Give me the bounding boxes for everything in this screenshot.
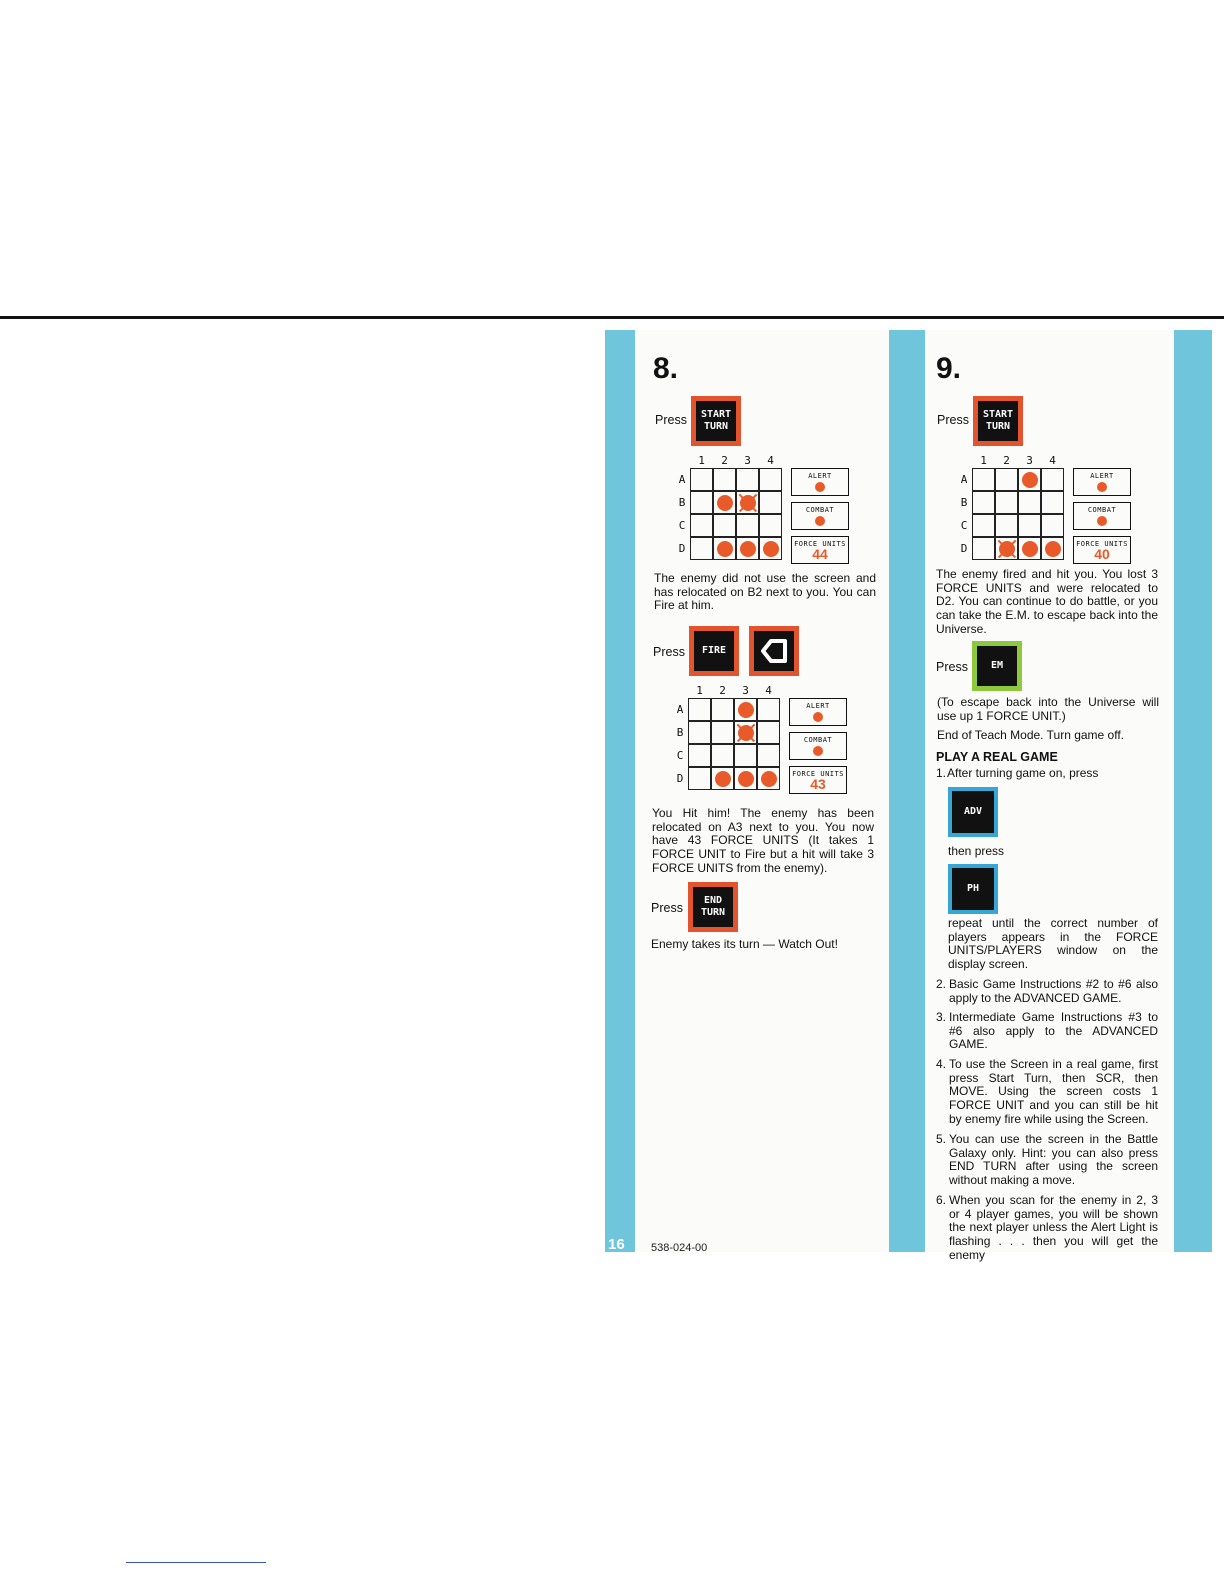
press-label: Press <box>651 901 683 915</box>
press-label: Press <box>653 645 685 659</box>
press-label: Press <box>655 413 687 427</box>
ship-marker <box>717 495 733 511</box>
grid-cell <box>688 744 711 767</box>
list-item-text: You can use the screen in the Battle Galaxy only. Hint: you can also press END TURN after using the screen without making a move. <box>949 1132 1158 1188</box>
ph-button[interactable]: PH <box>948 864 998 914</box>
force-units-value: 43 <box>810 776 826 792</box>
grid-cell <box>711 744 734 767</box>
grid-cell <box>734 744 757 767</box>
grid-cell <box>711 767 734 790</box>
right-blue-stripe <box>1174 330 1212 1252</box>
grid-cell <box>713 514 736 537</box>
grid-cell <box>713 468 736 491</box>
grid-cell <box>688 721 711 744</box>
force-units-panel <box>1073 536 1131 564</box>
panel-label: ALERT <box>806 702 830 710</box>
grid-cell <box>736 537 759 560</box>
board-step8-2 <box>674 684 854 796</box>
fire-button[interactable]: FIRE <box>689 626 739 676</box>
column-label: 1 <box>980 454 987 467</box>
column-label: 3 <box>1026 454 1033 467</box>
grid-cell <box>736 491 759 514</box>
ship-marker <box>761 771 777 787</box>
alert-panel <box>789 698 847 726</box>
row-label: A <box>960 473 968 486</box>
grid-cell <box>995 514 1018 537</box>
then-press-label: then press <box>948 844 1005 858</box>
grid-cell <box>1018 468 1041 491</box>
middle-blue-stripe <box>889 330 925 1252</box>
grid-cell <box>995 468 1018 491</box>
list-item: 1. After turning game on, press <box>936 766 1099 780</box>
ship-marker <box>763 541 779 557</box>
column-label: 2 <box>719 684 726 697</box>
ship-marker <box>1045 541 1061 557</box>
page-number: 16 <box>608 1236 625 1253</box>
alert-panel <box>1073 468 1131 496</box>
list-item-text: To use the Screen in a real game, first press Start Turn, then SCR, then MOVE. Using the screen costs 1 FORCE UNIT and you can still be hit by enemy fire while using the Screen. <box>949 1057 1158 1126</box>
row-label: D <box>678 542 686 555</box>
step8-text-2: You Hit him! The enemy has been relocated on A3 next to you. You now have 43 FORCE UNITS (It takes 1 FORCE UNIT to Fire but a hit will take 3 FORCE UNITS from the enemy). <box>652 806 874 875</box>
board-step8-1 <box>676 454 856 566</box>
grid-cell <box>1041 537 1064 560</box>
grid-cell <box>688 767 711 790</box>
grid-cell <box>757 744 780 767</box>
grid-cell <box>688 698 711 721</box>
grid-cell <box>972 514 995 537</box>
list-item-number: 5. <box>936 1132 947 1146</box>
section-heading: PLAY A REAL GAME <box>936 750 1058 764</box>
force-units-value: 44 <box>812 546 828 562</box>
grid-cell <box>972 468 995 491</box>
press-label: Press <box>936 660 968 674</box>
grid-cell <box>1018 514 1041 537</box>
row-label: C <box>678 519 686 532</box>
panel-label: FORCE UNITS <box>794 540 846 548</box>
arrow-left-icon <box>759 636 789 666</box>
grid-cell <box>1018 537 1041 560</box>
start-turn-button[interactable]: START TURN <box>973 396 1023 446</box>
end-turn-button[interactable]: END TURN <box>688 882 738 932</box>
column-label: 4 <box>1049 454 1056 467</box>
row-label: B <box>676 726 684 739</box>
grid-cell <box>972 491 995 514</box>
indicator-light <box>815 482 825 492</box>
board-step9-1 <box>958 454 1138 566</box>
em-button[interactable]: EM <box>972 641 1022 691</box>
ship-marker <box>740 495 756 511</box>
row-label: B <box>960 496 968 509</box>
grid-cell <box>713 491 736 514</box>
combat-panel <box>789 732 847 760</box>
indicator-light <box>1097 516 1107 526</box>
row-label: C <box>960 519 968 532</box>
row-label: D <box>676 772 684 785</box>
list-item-text: When you scan for the enemy in 2, 3 or 4 player games, you will be shown the next player unless the Alert Light is flashing . . . then you will get the enemy <box>949 1193 1158 1262</box>
top-rule <box>0 316 1224 319</box>
column-label: 2 <box>1003 454 1010 467</box>
grid-cell <box>759 468 782 491</box>
column-label: 4 <box>765 684 772 697</box>
step8-text-3: Enemy takes its turn — Watch Out! <box>651 937 838 951</box>
step8-text-1: The enemy did not use the screen and has relocated on B2 next to you. You can Fire at him. <box>654 571 876 613</box>
grid-cell <box>711 698 734 721</box>
bottom-link-underline <box>126 1562 266 1563</box>
ship-marker <box>999 541 1015 557</box>
step-8-number: 8. <box>653 352 679 385</box>
grid-cell <box>690 537 713 560</box>
step9-text-1: The enemy fired and hit you. You lost 3 FORCE UNITS and were relocated to D2. You can continue to do battle, or you can take the E.M. to escape back into the Universe. <box>936 567 1158 636</box>
footer-code: 538-024-00 <box>651 1242 708 1254</box>
column-label: 1 <box>698 454 705 467</box>
row-label: B <box>678 496 686 509</box>
grid-cell <box>995 491 1018 514</box>
panel-label: COMBAT <box>805 506 835 514</box>
panel-label: COMBAT <box>803 736 833 744</box>
step9-text-2: (To escape back into the Universe will use up 1 FORCE UNIT.) <box>937 695 1159 723</box>
ship-marker <box>1022 472 1038 488</box>
indicator-light <box>813 746 823 756</box>
grid-cell <box>1041 491 1064 514</box>
force-units-panel <box>789 766 847 794</box>
row-label: A <box>676 703 684 716</box>
grid-cell <box>757 767 780 790</box>
grid-cell <box>1018 491 1041 514</box>
grid-cell <box>734 767 757 790</box>
force-units-value: 40 <box>1094 546 1110 562</box>
panel-label: ALERT <box>808 472 832 480</box>
ship-marker <box>717 541 733 557</box>
grid-cell <box>736 514 759 537</box>
grid-cell <box>759 537 782 560</box>
grid-cell <box>734 721 757 744</box>
ship-marker <box>740 541 756 557</box>
grid-cell <box>972 537 995 560</box>
list-item-text: Basic Game Instructions #2 to #6 also apply to the ADVANCED GAME. <box>949 977 1158 1005</box>
indicator-light <box>815 516 825 526</box>
adv-button[interactable]: ADV <box>948 787 998 837</box>
start-turn-button[interactable]: START TURN <box>691 396 741 446</box>
panel-label: FORCE UNITS <box>1076 540 1128 548</box>
list-item-number: 6. <box>936 1193 947 1207</box>
indicator-light <box>813 712 823 722</box>
list-item-text: Intermediate Game Instructions #3 to #6 also apply to the ADVANCED GAME. <box>949 1010 1158 1052</box>
column-label: 4 <box>767 454 774 467</box>
column-label: 1 <box>696 684 703 697</box>
grid-cell <box>690 468 713 491</box>
row-label: A <box>678 473 686 486</box>
alert-panel <box>791 468 849 496</box>
panel-label: COMBAT <box>1087 506 1117 514</box>
grid-cell <box>711 721 734 744</box>
grid-cell <box>736 468 759 491</box>
ship-marker <box>1022 541 1038 557</box>
force-units-panel <box>791 536 849 564</box>
indicator-light <box>1097 482 1107 492</box>
step-9-number: 9. <box>936 352 962 385</box>
column-label: 2 <box>721 454 728 467</box>
panel-label: FORCE UNITS <box>792 770 844 778</box>
combat-panel <box>791 502 849 530</box>
press-label: Press <box>937 413 969 427</box>
grid-cell <box>734 698 757 721</box>
ship-marker <box>738 702 754 718</box>
grid-cell <box>759 514 782 537</box>
step9-text-3: End of Teach Mode. Turn game off. <box>937 728 1125 742</box>
row-label: C <box>676 749 684 762</box>
panel-label: ALERT <box>1090 472 1114 480</box>
grid-cell <box>757 721 780 744</box>
grid-cell <box>1041 514 1064 537</box>
grid-cell <box>759 491 782 514</box>
list-item-number: 3. <box>936 1010 947 1024</box>
combat-panel <box>1073 502 1131 530</box>
ship-marker <box>738 725 754 741</box>
grid-cell <box>690 514 713 537</box>
ship-marker <box>715 771 731 787</box>
column-label: 3 <box>742 684 749 697</box>
row-label: D <box>960 542 968 555</box>
grid-cell <box>757 698 780 721</box>
left-arrow-button[interactable] <box>749 626 799 676</box>
grid-cell <box>690 491 713 514</box>
list-item-number: 2. <box>936 977 947 991</box>
grid-cell <box>995 537 1018 560</box>
column-label: 3 <box>744 454 751 467</box>
grid-cell <box>713 537 736 560</box>
repeat-text: repeat until the correct number of players appears in the FORCE UNITS/PLAYERS window on the display screen. <box>948 916 1158 972</box>
ship-marker <box>738 771 754 787</box>
list-item-number: 4. <box>936 1057 947 1071</box>
grid-cell <box>1041 468 1064 491</box>
left-blue-stripe <box>605 330 635 1252</box>
